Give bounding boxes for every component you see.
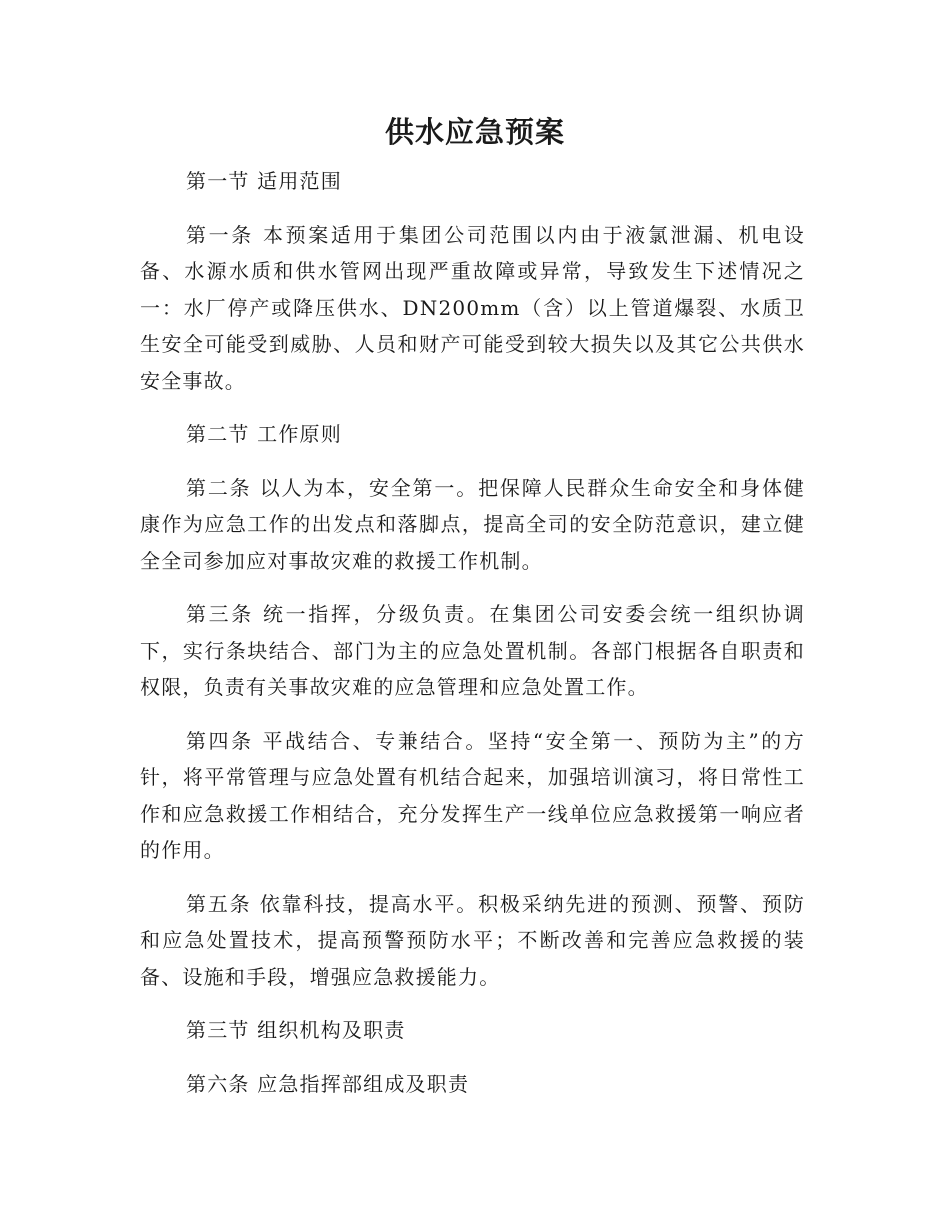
article-1: 第一条 本预案适用于集团公司范围以内由于液氯泄漏、机电设备、水源水质和供水管网出现严重故障或异常，导致发生下述情况之一：水厂停产或降压供水、DN200mm（含）以上管道爆裂、水质卫生安全可能受到威胁、人员和财产可能受到较大损失以及其它公共供水安全事故。 xyxy=(140,222,805,393)
section-heading-principles: 第二节 工作原则 xyxy=(186,422,342,446)
article-6: 第六条 应急指挥部组成及职责 xyxy=(186,1071,470,1096)
article-3: 第三条 统一指挥，分级负责。在集团公司安委会统一组织协调下，实行条块结合、部门为主的应急处置机制。各部门根据各自职责和权限，负责有关事故灾难的应急管理和应急处置工作。 xyxy=(140,602,805,699)
document-body xyxy=(140,163,805,1119)
section-heading-scope: 第一节 适用范围 xyxy=(186,169,342,193)
article-4: 第四条 平战结合、专兼结合。坚持“安全第一、预防为主”的方针，将平常管理与应急处置有机结合起来，加强培训演习，将日常性工作和应急救援工作相结合，充分发挥生产一线单位应急救援第一响应者的作用。 xyxy=(140,728,805,862)
section-heading-organization: 第三节 组织机构及职责 xyxy=(186,1018,406,1042)
article-2: 第二条 以人为本，安全第一。把保障人民群众生命安全和身体健康作为应急工作的出发点和落脚点，提高全司的安全防范意识，建立健全全司参加应对事故灾难的救援工作机制。 xyxy=(140,475,805,573)
document-title: 供水应急预案 xyxy=(384,115,565,149)
article-5: 第五条 依靠科技，提高水平。积极采纳先进的预测、预警、预防和应急处置技术，提高预警预防水平；不断改善和完善应急救援的装备、设施和手段，增强应急救援能力。 xyxy=(140,891,805,989)
